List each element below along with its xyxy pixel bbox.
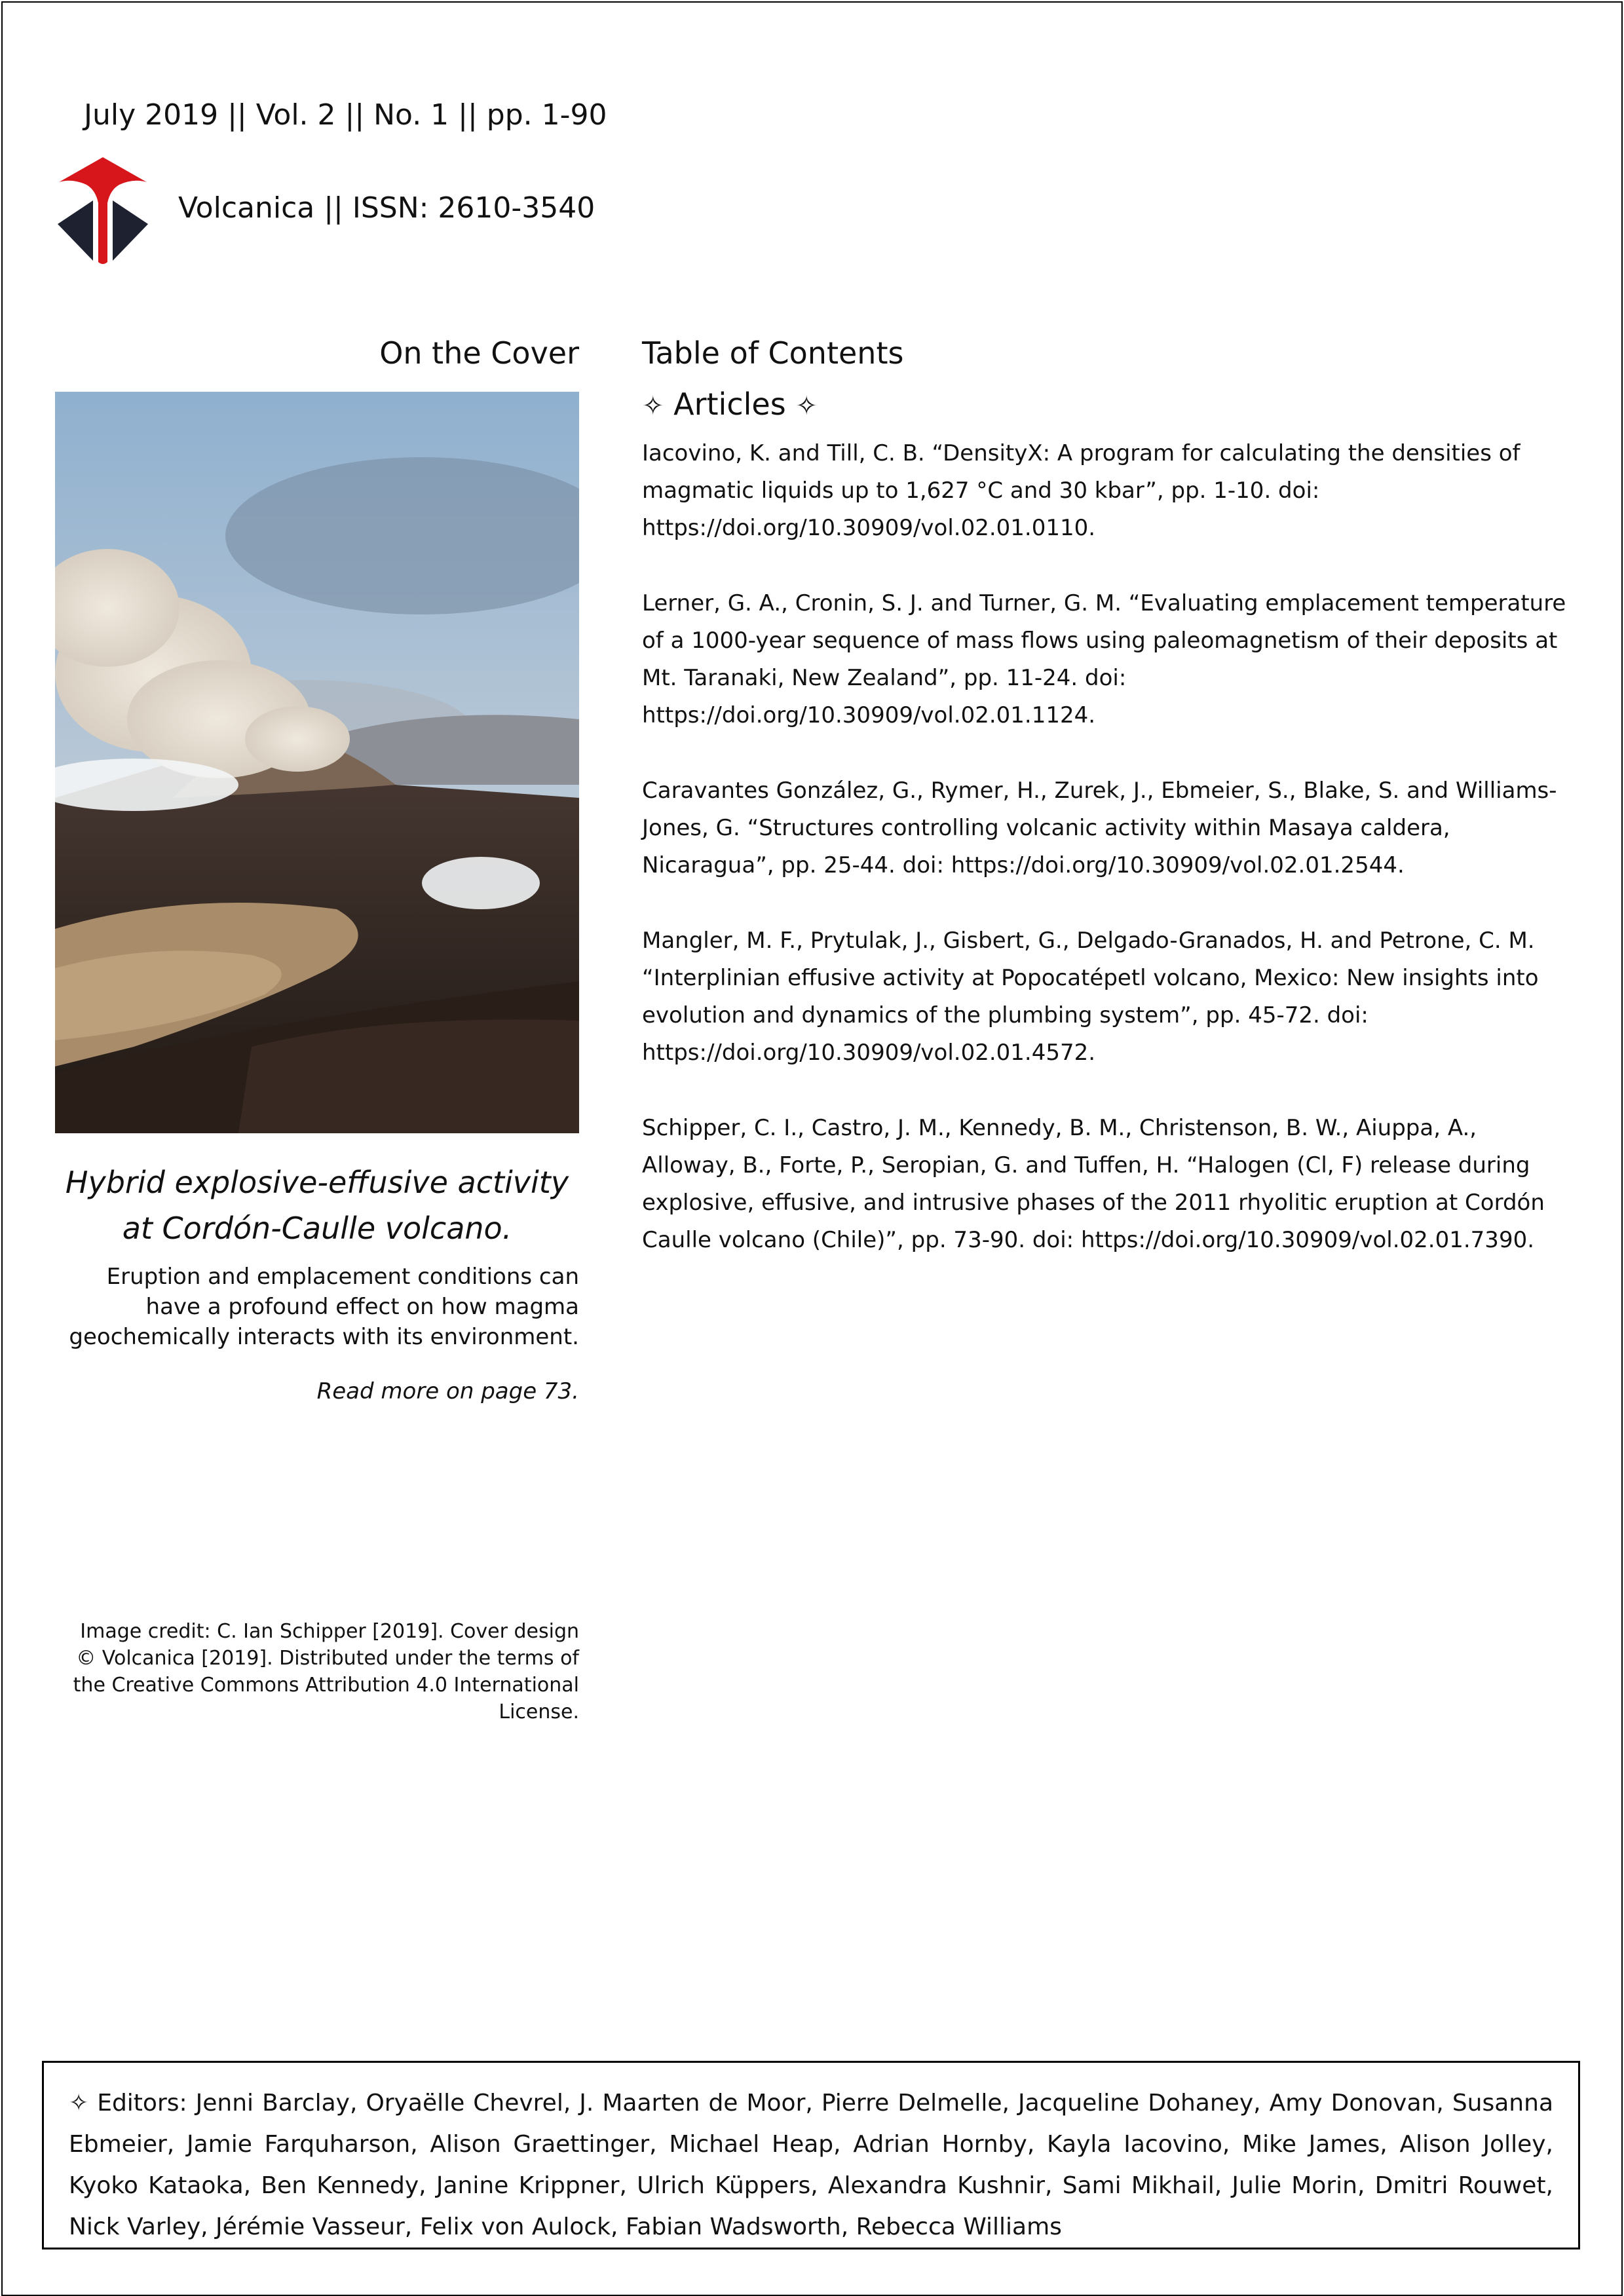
article-entry[interactable]: Lerner, G. A., Cronin, S. J. and Turner, G. M. “Evaluating emplacement temperature of a 1000-year sequence of mass flows using paleomagnetism of their deposits at Mt. Taranaki, New Zealand”, pp. 11-24. doi: https://doi.org/10.30909/vol.02.01.1124. [642, 590, 1566, 728]
cover-heading: On the Cover [379, 335, 579, 371]
image-credit: Image credit: C. Ian Schipper [2019]. Cover design © Volcanica [2019]. Distributed under the terms of the Creative Commons Attribution 4.0 International License. [73, 1620, 579, 1723]
toc-heading: Table of Contents [642, 335, 904, 371]
article-entry[interactable]: Iacovino, K. and Till, C. B. “DensityX: A program for calculating the densities of magmatic liquids up to 1,627 °C and 30 kbar”, pp. 1-10. doi: https://doi.org/10.30909/vol.02.01.0110. [642, 440, 1520, 541]
issue-line: July 2019 || Vol. 2 || No. 1 || pp. 1-90 [84, 98, 607, 132]
cover-title: Hybrid explosive-effusive activity at Cordón-Caulle volcano. [65, 1165, 569, 1246]
volcanica-logo [55, 156, 151, 267]
articles-heading [642, 386, 818, 422]
cover-description: Eruption and emplacement conditions can have a profound effect on how magma geochemically interacts with its environment. [69, 1264, 579, 1350]
journal-line: Volcanica || ISSN: 2610-3540 [178, 191, 595, 225]
article-entry[interactable]: Mangler, M. F., Prytulak, J., Gisbert, G., Delgado-Granados, H. and Petrone, C. M. “Interplinian effusive activity at Popocatépetl volcano, Mexico: New insights into evolution and dynamics of the plumbing system”, pp. 45-72. doi: https://doi.org/10.30909/vol.02.01.4572. [642, 928, 1539, 1066]
articles-label: Articles [673, 386, 786, 422]
cover-photo [55, 392, 579, 1133]
read-more: Read more on page 73. [316, 1378, 579, 1404]
article-entry[interactable]: Caravantes González, G., Rymer, H., Zurek, J., Ebmeier, S., Blake, S. and Williams-Jones, G. “Structures controlling volcanic activity within Masaya caldera, Nicaragua”, pp. 25-44. doi: https://doi.org/10.30909/vol.02.01.2544. [642, 778, 1557, 878]
star-icon: ✧ [795, 391, 818, 421]
article-entry[interactable]: Schipper, C. I., Castro, J. M., Kennedy, B. M., Christenson, B. W., Aiuppa, A., Alloway, B., Forte, P., Seropian, G. and Tuffen, H. “Halogen (Cl, F) release during explosive, effusive, and intrusive phases of the 2011 rhyolitic eruption at Cordón Caulle volcano (Chile)”, pp. 73-90. doi: https://doi.org/10.30909/vol.02.01.7390. [642, 1115, 1545, 1253]
star-icon: ✧ [69, 2090, 89, 2117]
article-list [642, 435, 1572, 1297]
editors-box [42, 2061, 1580, 2249]
star-icon: ✧ [642, 391, 664, 421]
editors-list: Editors: Jenni Barclay, Oryaëlle Chevrel, J. Maarten de Moor, Pierre Delmelle, Jacqueline Dohaney, Amy Donovan, Susanna Ebmeier, Jamie Farquharson, Alison Graettinger, Michael Heap, Adrian Hornby, Kayla Iacovino, Mike James, Alison Jolley, Kyoko Kataoka, Ben Kennedy, Janine Krippner, Ulrich Küppers, Alexandra Kushnir, Sami Mikhail, Julie Morin, Dmitri Rouwet, Nick Varley, Jérémie Vasseur, Felix von Aulock, Fabian Wadsworth, Rebecca Williams [69, 2090, 1554, 2240]
